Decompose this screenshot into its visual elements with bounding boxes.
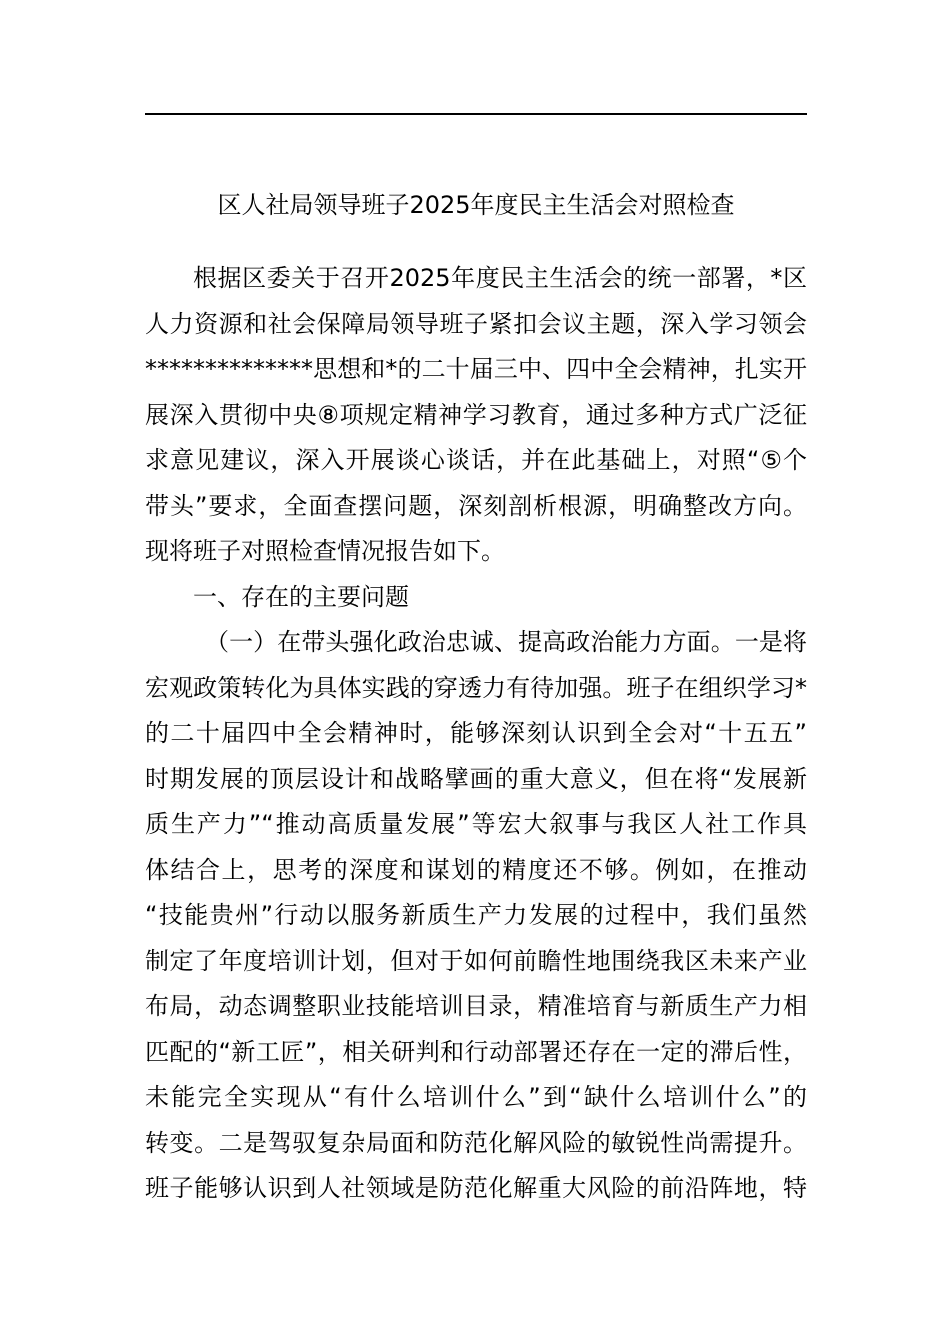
document-title: 区人社局领导班子2025年度民主生活会对照检查: [217, 191, 735, 219]
header-rule: [145, 113, 807, 115]
text-line: 带头”要求，全面查摆问题，深刻剖析根源，明确整改方向。: [145, 491, 807, 520]
text-line: 的二十届四中全会精神时，能够深刻认识到全会对“十五五”: [145, 719, 807, 747]
text-line: “技能贵州”行动以服务新质生产力发展的过程中，我们虽然: [145, 901, 807, 929]
text-line: 制定了年度培训计划，但对于如何前瞻性地围绕我区未来产业: [145, 946, 807, 975]
heading-line: 一、存在的主要问题: [193, 582, 409, 611]
text-line: （一）在带头强化政治忠诚、提高政治能力方面。一是将: [205, 628, 807, 656]
text-line: 时期发展的顶层设计和战略擘画的重大意义，但在将“发展新: [145, 764, 807, 793]
text-line: 根据区委关于召开2025年度民主生活会的统一部署，*区: [193, 264, 807, 292]
text-line: 求意见建议，深入开展谈心谈话，并在此基础上，对照“⑤个: [145, 446, 807, 474]
text-line: 质生产力”“推动高质量发展”等宏大叙事与我区人社工作具: [145, 810, 807, 838]
text-line: **************思想和*的二十届三中、四中全会精神，扎实开: [145, 355, 807, 383]
text-line: 转变。二是驾驭复杂局面和防范化解风险的敏锐性尚需提升。: [145, 1128, 807, 1157]
text-line: 未能完全实现从“有什么培训什么”到“缺什么培训什么”的: [145, 1083, 807, 1111]
section-heading: [145, 575, 807, 621]
text-line: 人力资源和社会保障局领导班子紧扣会议主题，深入学习领会: [145, 309, 807, 338]
text-line: 班子能够认识到人社领域是防范化解重大风险的前沿阵地，特: [145, 1174, 807, 1202]
text-line: 宏观政策转化为具体实践的穿透力有待加强。班子在组织学习*: [145, 673, 807, 702]
paragraph-section-1: [145, 620, 807, 1212]
text-line: 体结合上，思考的深度和谋划的精度还不够。例如，在推动: [145, 855, 807, 884]
paragraph-intro: [145, 256, 807, 575]
text-line: 匹配的“新工匠”，相关研判和行动部署还存在一定的滞后性，: [145, 1037, 807, 1066]
text-line: 布局，动态调整职业技能培训目录，精准培育与新质生产力相: [145, 992, 807, 1020]
text-line: 展深入贯彻中央⑧项规定精神学习教育，通过多种方式广泛征: [145, 400, 807, 429]
document-body: [145, 256, 807, 1212]
text-line: 现将班子对照检查情况报告如下。: [145, 537, 505, 565]
